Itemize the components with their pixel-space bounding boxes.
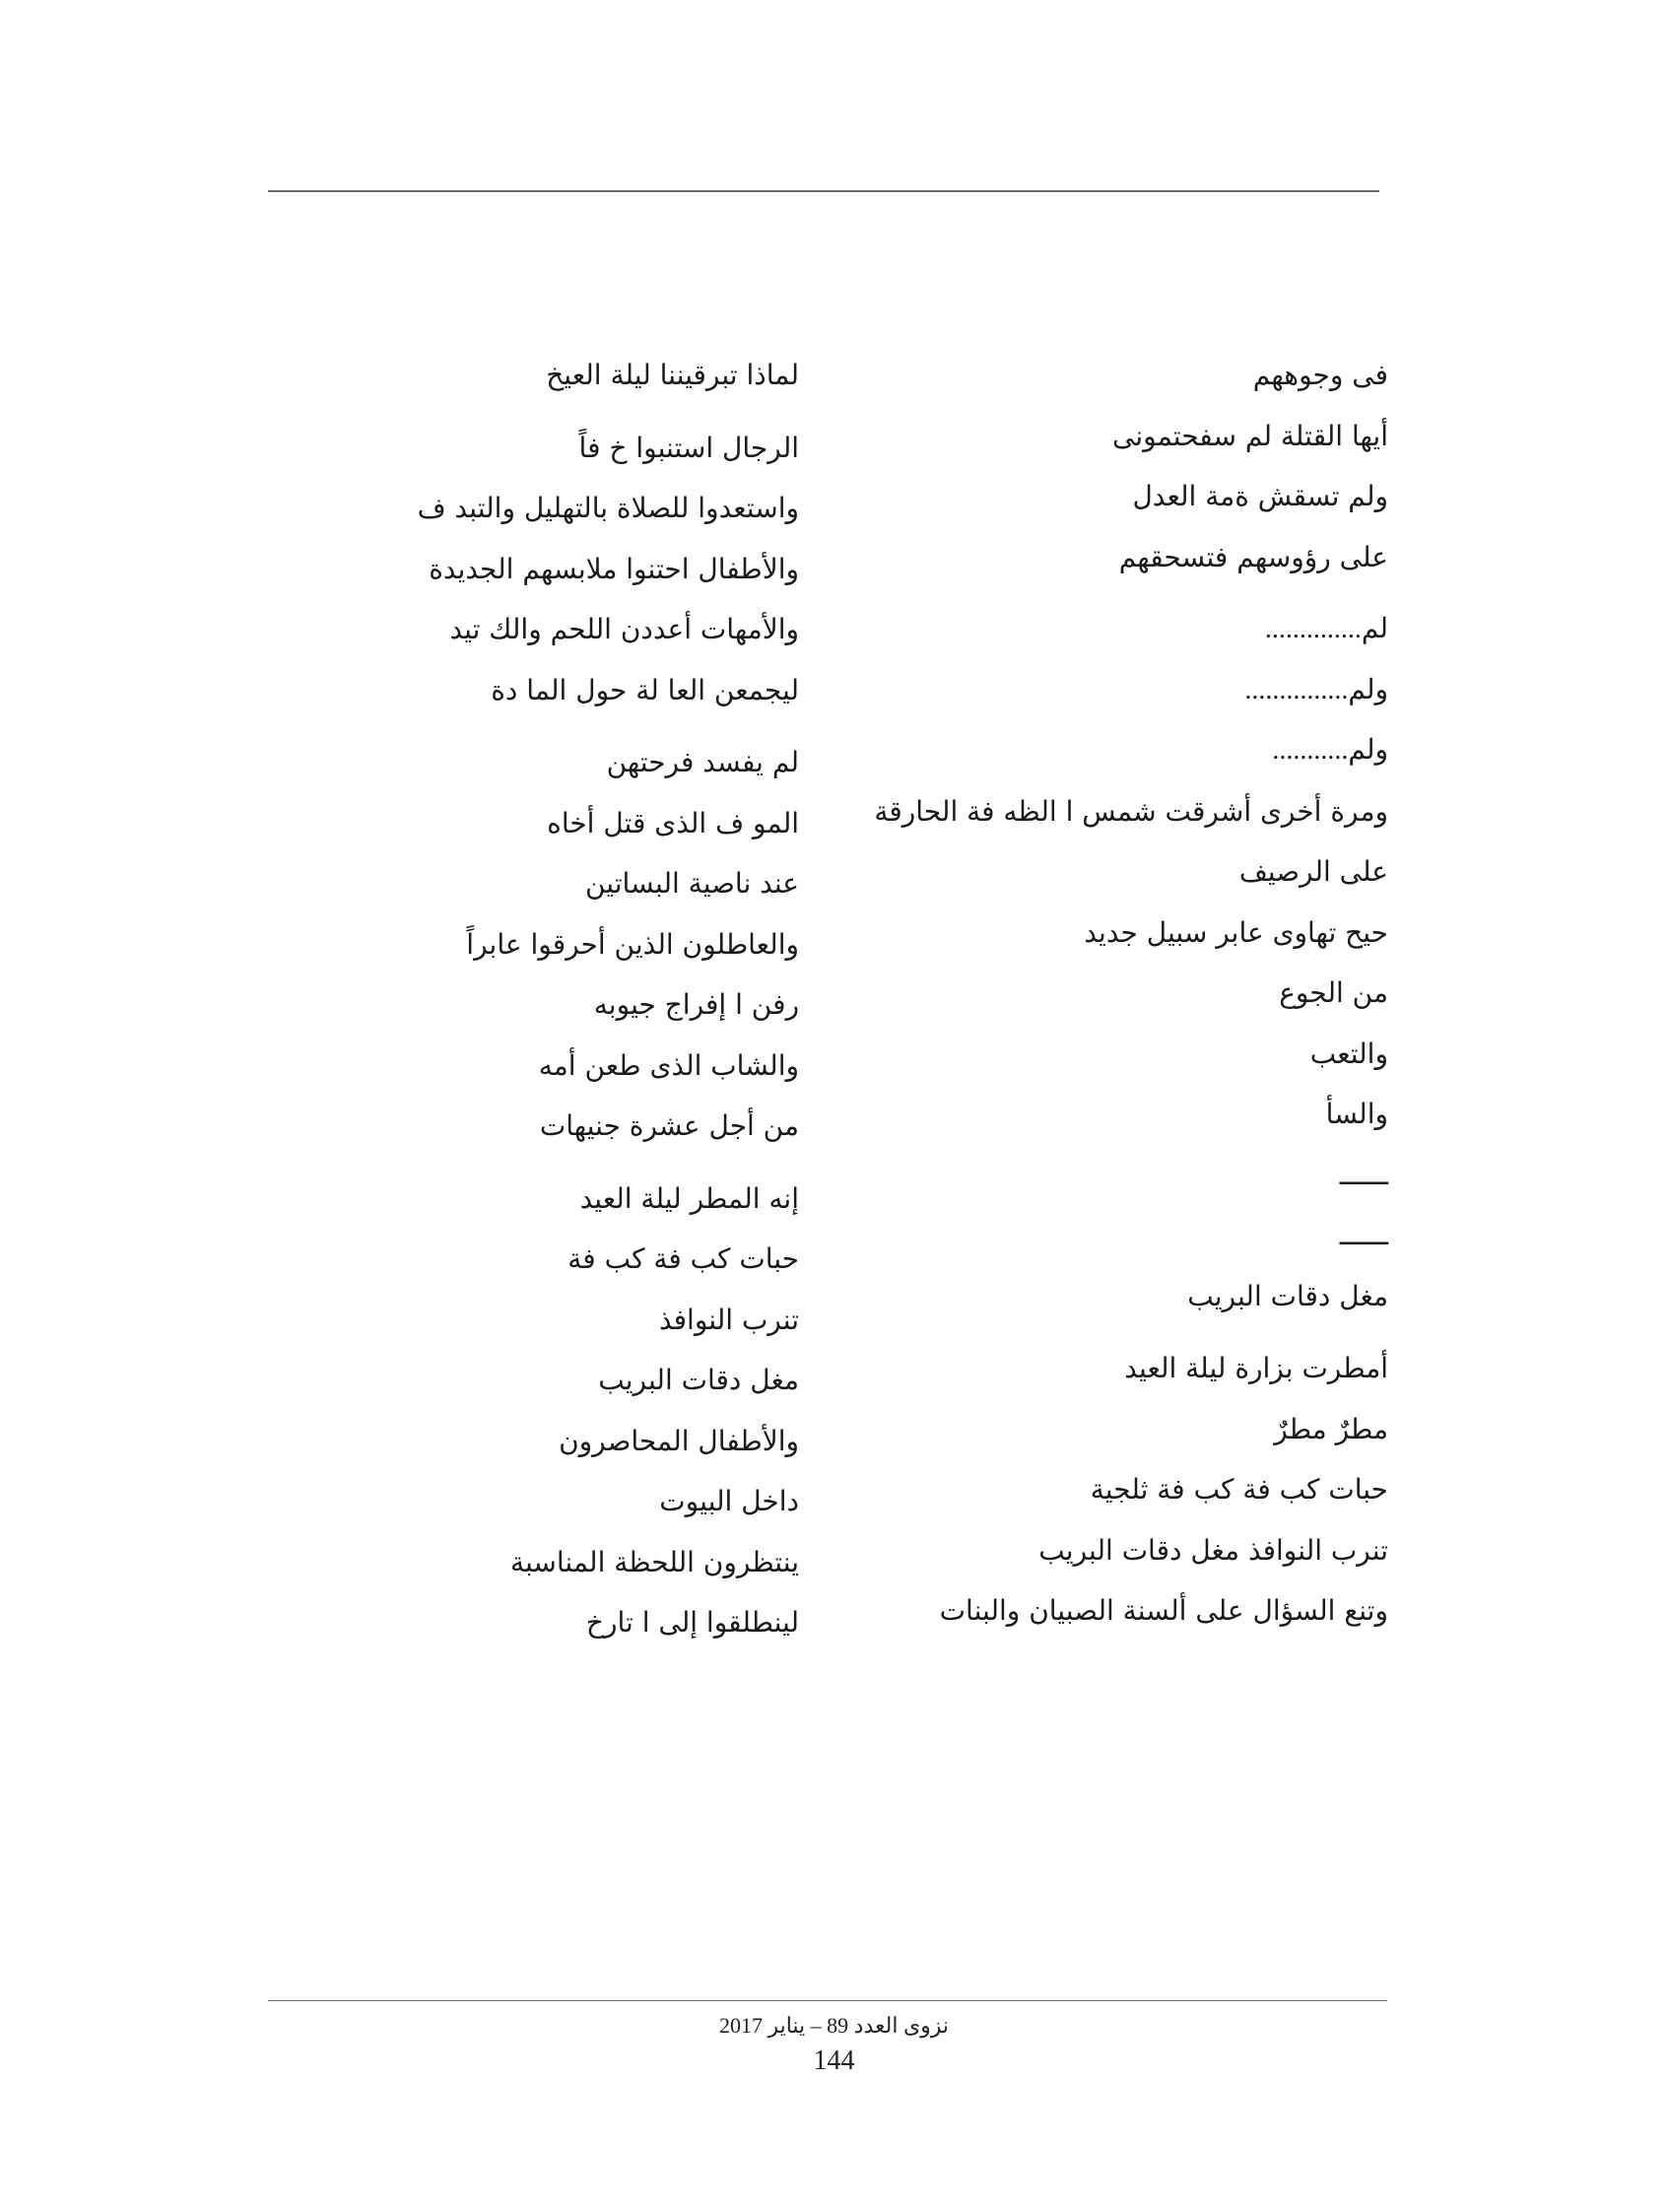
bottom-divider (268, 2000, 1387, 2001)
poem-line: ــــــ (1339, 1219, 1388, 1251)
poem-line: حبات كب فة كب فة ثلجية (1090, 1473, 1388, 1506)
poem-line: والأمهات أعددن اللحم والك تيد (449, 613, 799, 645)
poem-line: والأطفال احتنوا ملابسهم الجديدة (429, 552, 799, 585)
poem-line: أيها القتلة لم سفحتمونى (1111, 419, 1388, 452)
poem-line: مغل دقات البريب (1187, 1279, 1388, 1312)
poem-line: ومرة أخرى أشرقت شمس ا الظه فة الحارقة (874, 794, 1388, 828)
poem-line: والعاطلون الذين أحرقوا عابراً (466, 927, 799, 961)
poem-line: مغل دقات البريب (598, 1364, 799, 1396)
poem-line: ينتظرون اللحظة المناسبة (509, 1545, 799, 1578)
poem-line: حيح تهاوى عابر سبيل جديد (1084, 915, 1388, 949)
poem-line: فى وجوههم (1252, 359, 1388, 391)
poem-line: من الجوع (1279, 976, 1388, 1009)
poem-line: وتنع السؤال على ألسنة الصبيان والبنات (939, 1594, 1388, 1627)
poem-line: على الرصيف (1238, 855, 1388, 888)
poem-line: على رؤوسهم فتسحقهم (1118, 540, 1388, 573)
top-divider (268, 190, 1379, 192)
poem-line: لم.............. (1264, 614, 1388, 644)
poem-line: الرجال استنبوا خ فاً (578, 431, 799, 464)
poem-line: حبات كب فة كب فة (567, 1242, 799, 1275)
poem-line: ولم........... (1272, 735, 1388, 766)
page-number: 144 (813, 2045, 855, 2076)
poem-line: والأطفال المحاصرون (559, 1424, 799, 1457)
poem-line: تنرب النوافذ (658, 1303, 799, 1336)
poem-line: رفن ا إفراج جيوبه (593, 988, 799, 1021)
poem-line: والسأ (1325, 1098, 1388, 1130)
poem-line: ليجمعن العا لة حول الما دة (491, 673, 799, 706)
poem-line: مطرٌ مطرٌ (1274, 1412, 1388, 1445)
poem-line: تنرب النوافذ مغل دقات البريب (1038, 1533, 1388, 1567)
poem-line: ولم تسقش ةمة العدل (1132, 480, 1388, 512)
poem-line: أمطرت بزارة ليلة العيد (1124, 1352, 1388, 1384)
poem-line: والتعب (1309, 1037, 1388, 1070)
poem-line: والشاب الذى طعن أمه (538, 1048, 799, 1082)
poem-column-right (836, 345, 1388, 1642)
poem-line: المو ف الذى قتل أخاه (547, 806, 799, 839)
poem-line: لماذا تبرقيننا ليلة العيخ (546, 359, 799, 391)
poem-line: عند ناصية البساتين (584, 867, 799, 900)
poem-line: واستعدوا للصلاة بالتهليل والتبد ف (417, 492, 799, 524)
issue-info: نزوى العدد 89 – يناير 2017 (718, 2013, 950, 2038)
poem-line: ولم............... (1244, 674, 1388, 705)
poem-line: لم يفسد فرحتهن (606, 746, 799, 778)
poem-line: إنه المطر ليلة العيد (579, 1181, 799, 1215)
poem-line: ــــــ (1339, 1158, 1388, 1191)
poem-line: لينطلقوا إلى ا تارخ (585, 1606, 799, 1639)
poem-line: داخل البيوت (659, 1485, 799, 1517)
page-footer (0, 2010, 1668, 2081)
poem-column-left (247, 345, 799, 1653)
poem-line: من أجل عشرة جنيهات (539, 1109, 799, 1142)
